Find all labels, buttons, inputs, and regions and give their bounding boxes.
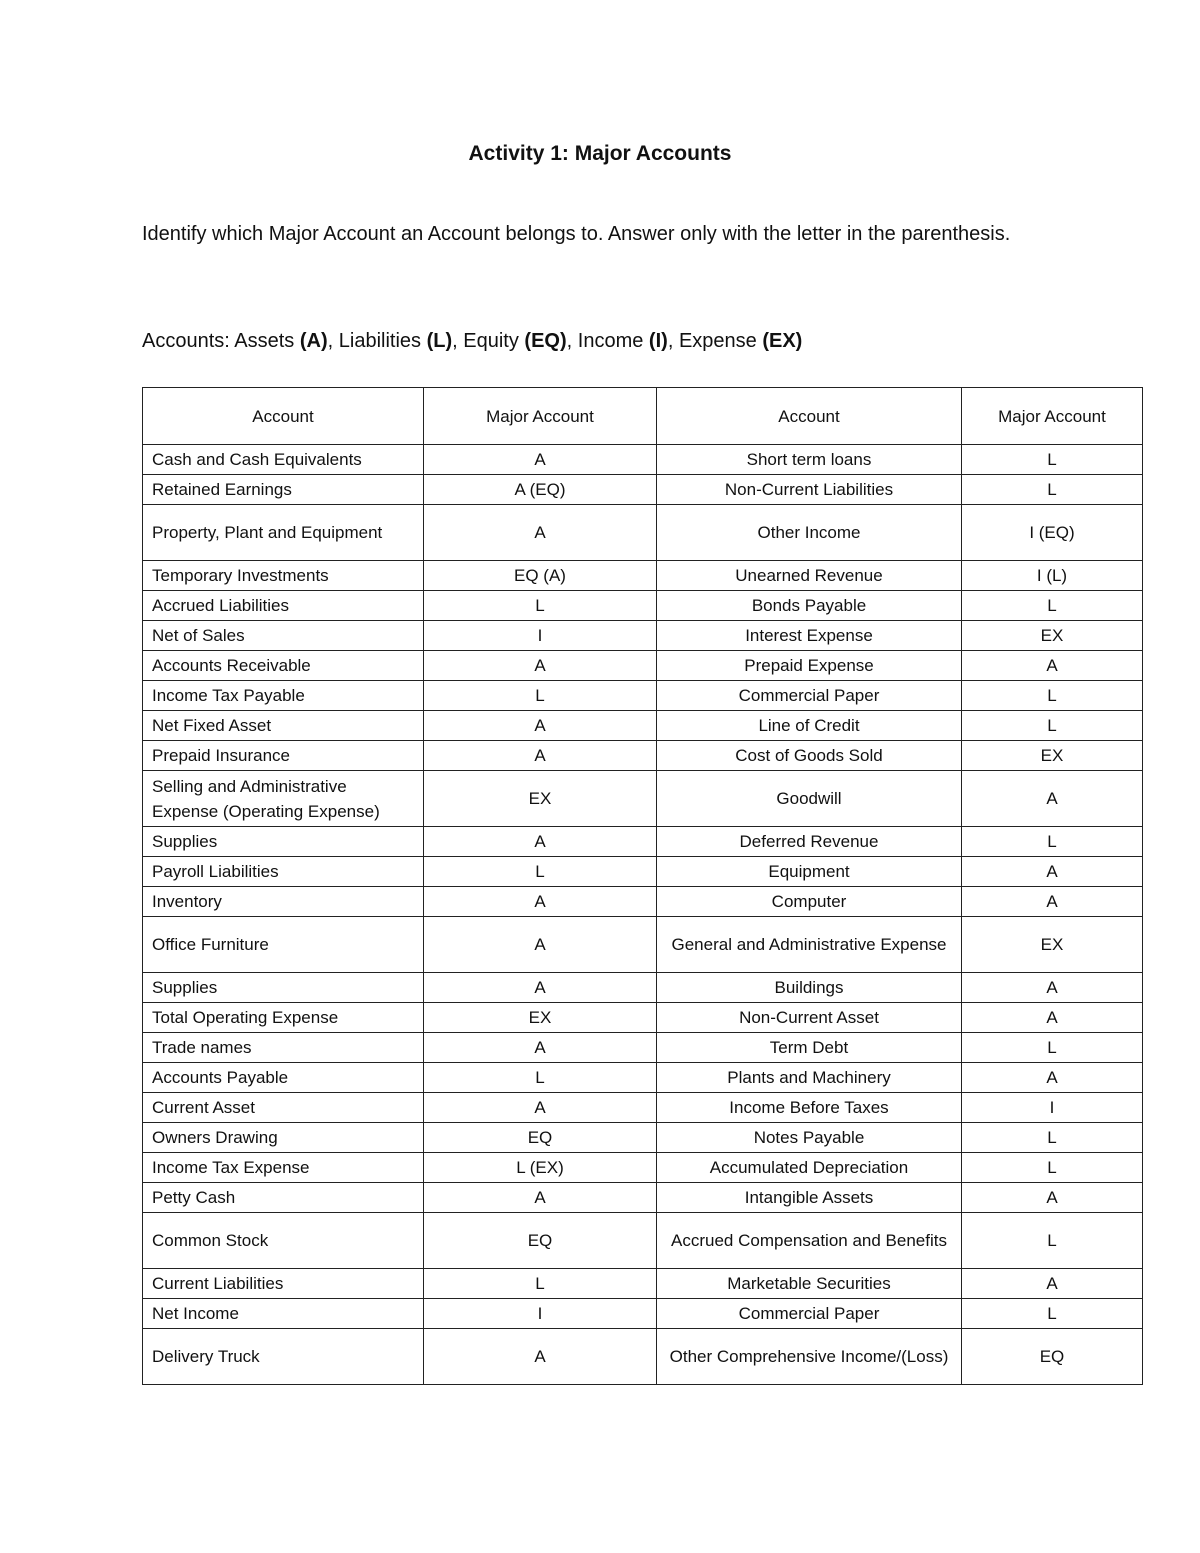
page-title: Activity 1: Major Accounts	[468, 142, 732, 165]
major-account-cell-right: L	[962, 1033, 1143, 1063]
table-row	[143, 1093, 1143, 1123]
table-row	[143, 827, 1143, 857]
account-cell-left: Accounts Receivable	[143, 651, 424, 681]
legend-item-assets: Assets (A),	[234, 330, 339, 352]
major-account-cell-left: A	[424, 741, 657, 771]
major-account-cell-left: EX	[424, 1003, 657, 1033]
account-cell-left: Total Operating Expense	[143, 1003, 424, 1033]
major-account-cell-left: A	[424, 887, 657, 917]
major-account-cell-left: A	[424, 445, 657, 475]
account-cell-right: Line of Credit	[657, 711, 962, 741]
account-cell-right: Commercial Paper	[657, 681, 962, 711]
account-cell-left: Supplies	[143, 827, 424, 857]
major-account-cell-right: L	[962, 1213, 1143, 1269]
major-account-cell-right: A	[962, 857, 1143, 887]
major-account-cell-left: A	[424, 505, 657, 561]
account-cell-right: Accumulated Depreciation	[657, 1153, 962, 1183]
major-account-cell-right: EQ	[962, 1329, 1143, 1385]
major-account-cell-left: EX	[424, 771, 657, 827]
table-row	[143, 1183, 1143, 1213]
major-account-cell-right: A	[962, 887, 1143, 917]
table-row	[143, 505, 1143, 561]
major-account-cell-right: EX	[962, 621, 1143, 651]
major-account-cell-right: A	[962, 1269, 1143, 1299]
table-row	[143, 1299, 1143, 1329]
major-account-cell-right: I (L)	[962, 561, 1143, 591]
table-row	[143, 917, 1143, 973]
account-cell-right: Bonds Payable	[657, 591, 962, 621]
major-account-cell-left: L	[424, 1269, 657, 1299]
major-account-cell-right: A	[962, 1003, 1143, 1033]
major-account-cell-right: L	[962, 681, 1143, 711]
account-cell-left: Office Furniture	[143, 917, 424, 973]
account-cell-right: Cost of Goods Sold	[657, 741, 962, 771]
major-account-cell-left: EQ	[424, 1213, 657, 1269]
account-cell-right: Interest Expense	[657, 621, 962, 651]
header-major-account-1: Major Account	[424, 388, 657, 445]
major-account-cell-right: EX	[962, 741, 1143, 771]
major-account-cell-left: A	[424, 1183, 657, 1213]
major-account-cell-right: A	[962, 973, 1143, 1003]
account-cell-left: Retained Earnings	[143, 475, 424, 505]
major-account-cell-right: L	[962, 475, 1143, 505]
table-row	[143, 771, 1143, 827]
table-row	[143, 857, 1143, 887]
major-account-cell-right: EX	[962, 917, 1143, 973]
major-account-cell-right: A	[962, 771, 1143, 827]
table-row	[143, 621, 1143, 651]
major-account-cell-left: A	[424, 917, 657, 973]
major-account-cell-right: L	[962, 591, 1143, 621]
header-major-account-2: Major Account	[962, 388, 1143, 445]
major-account-cell-right: L	[962, 1123, 1143, 1153]
accounts-legend	[142, 327, 1058, 355]
table-row	[143, 1033, 1143, 1063]
major-account-cell-left: A	[424, 711, 657, 741]
table-row	[143, 887, 1143, 917]
table-row	[143, 681, 1143, 711]
account-cell-right: Short term loans	[657, 445, 962, 475]
table-row	[143, 475, 1143, 505]
account-cell-left: Property, Plant and Equipment	[143, 505, 424, 561]
table-row	[143, 973, 1143, 1003]
table-row	[143, 1063, 1143, 1093]
major-account-cell-left: I	[424, 621, 657, 651]
account-cell-right: Intangible Assets	[657, 1183, 962, 1213]
table-row	[143, 711, 1143, 741]
account-cell-left: Payroll Liabilities	[143, 857, 424, 887]
account-cell-left: Net Fixed Asset	[143, 711, 424, 741]
header-account-2: Account	[657, 388, 962, 445]
account-cell-right: Other Income	[657, 505, 962, 561]
account-cell-left: Net Income	[143, 1299, 424, 1329]
account-cell-right: Equipment	[657, 857, 962, 887]
legend-item-income: Income (I),	[577, 330, 679, 352]
account-cell-left: Current Asset	[143, 1093, 424, 1123]
account-cell-right: Deferred Revenue	[657, 827, 962, 857]
table-row	[143, 1153, 1143, 1183]
major-account-cell-left: A	[424, 651, 657, 681]
account-cell-right: Notes Payable	[657, 1123, 962, 1153]
account-cell-right: Non-Current Asset	[657, 1003, 962, 1033]
major-account-cell-right: I	[962, 1093, 1143, 1123]
major-account-cell-right: A	[962, 1063, 1143, 1093]
account-cell-right: Other Comprehensive Income/(Loss)	[657, 1329, 962, 1385]
account-cell-right: Buildings	[657, 973, 962, 1003]
account-cell-right: Unearned Revenue	[657, 561, 962, 591]
instructions-paragraph: Identify which Major Account an Account belongs to. Answer only with the letter in the parenthesis.	[142, 223, 1011, 245]
account-cell-left: Current Liabilities	[143, 1269, 424, 1299]
major-account-cell-left: EQ	[424, 1123, 657, 1153]
major-account-cell-left: L (EX)	[424, 1153, 657, 1183]
legend-item-equity: Equity (EQ),	[463, 330, 578, 352]
table-row	[143, 1269, 1143, 1299]
major-account-cell-right: L	[962, 711, 1143, 741]
account-cell-left: Owners Drawing	[143, 1123, 424, 1153]
account-cell-left: Petty Cash	[143, 1183, 424, 1213]
table-row	[143, 591, 1143, 621]
table-body	[143, 445, 1143, 1385]
major-account-cell-left: A	[424, 1329, 657, 1385]
legend-item-liabilities: Liabilities (L),	[338, 330, 464, 352]
major-account-cell-left: L	[424, 681, 657, 711]
major-account-cell-left: A	[424, 827, 657, 857]
major-account-cell-right: L	[962, 445, 1143, 475]
account-cell-left: Delivery Truck	[143, 1329, 424, 1385]
table-row	[143, 1329, 1143, 1385]
major-account-cell-right: I (EQ)	[962, 505, 1143, 561]
table-row	[143, 1213, 1143, 1269]
major-account-cell-left: L	[424, 1063, 657, 1093]
table-row	[143, 741, 1143, 771]
major-account-cell-left: L	[424, 591, 657, 621]
account-cell-left: Cash and Cash Equivalents	[143, 445, 424, 475]
account-cell-right: Goodwill	[657, 771, 962, 827]
major-account-cell-right: L	[962, 827, 1143, 857]
major-account-cell-right: L	[962, 1153, 1143, 1183]
table-row	[143, 445, 1143, 475]
account-cell-right: Term Debt	[657, 1033, 962, 1063]
account-cell-left: Common Stock	[143, 1213, 424, 1269]
legend-prefix: Accounts:	[142, 330, 235, 352]
account-cell-left: Income Tax Expense	[143, 1153, 424, 1183]
account-cell-left: Income Tax Payable	[143, 681, 424, 711]
table-row	[143, 651, 1143, 681]
major-account-cell-left: A	[424, 1093, 657, 1123]
major-account-cell-right: L	[962, 1299, 1143, 1329]
table-header-row	[143, 388, 1143, 445]
table-row	[143, 561, 1143, 591]
major-account-cell-left: A (EQ)	[424, 475, 657, 505]
major-account-cell-left: A	[424, 1033, 657, 1063]
account-cell-right: Prepaid Expense	[657, 651, 962, 681]
account-cell-right: Plants and Machinery	[657, 1063, 962, 1093]
major-account-cell-left: I	[424, 1299, 657, 1329]
account-cell-right: General and Administrative Expense	[657, 917, 962, 973]
account-cell-left: Supplies	[143, 973, 424, 1003]
account-cell-right: Marketable Securities	[657, 1269, 962, 1299]
account-cell-left: Temporary Investments	[143, 561, 424, 591]
account-cell-right: Commercial Paper	[657, 1299, 962, 1329]
account-cell-right: Income Before Taxes	[657, 1093, 962, 1123]
header-account-1: Account	[143, 388, 424, 445]
legend-item-expense: Expense (EX)	[678, 330, 803, 352]
account-cell-left: Inventory	[143, 887, 424, 917]
table-row	[143, 1123, 1143, 1153]
major-account-cell-right: A	[962, 651, 1143, 681]
table-row	[143, 1003, 1143, 1033]
major-account-cell-left: L	[424, 857, 657, 887]
account-cell-right: Accrued Compensation and Benefits	[657, 1213, 962, 1269]
account-cell-left: Prepaid Insurance	[143, 741, 424, 771]
account-cell-left: Accounts Payable	[143, 1063, 424, 1093]
major-account-cell-left: EQ (A)	[424, 561, 657, 591]
account-cell-right: Non-Current Liabilities	[657, 475, 962, 505]
major-account-cell-right: A	[962, 1183, 1143, 1213]
major-account-cell-left: A	[424, 973, 657, 1003]
accounts-table	[142, 387, 1143, 1385]
account-cell-left: Selling and Administrative Expense (Operating Expense)	[143, 771, 424, 827]
account-cell-left: Trade names	[143, 1033, 424, 1063]
account-cell-left: Accrued Liabilities	[143, 591, 424, 621]
account-cell-left: Net of Sales	[143, 621, 424, 651]
account-cell-right: Computer	[657, 887, 962, 917]
